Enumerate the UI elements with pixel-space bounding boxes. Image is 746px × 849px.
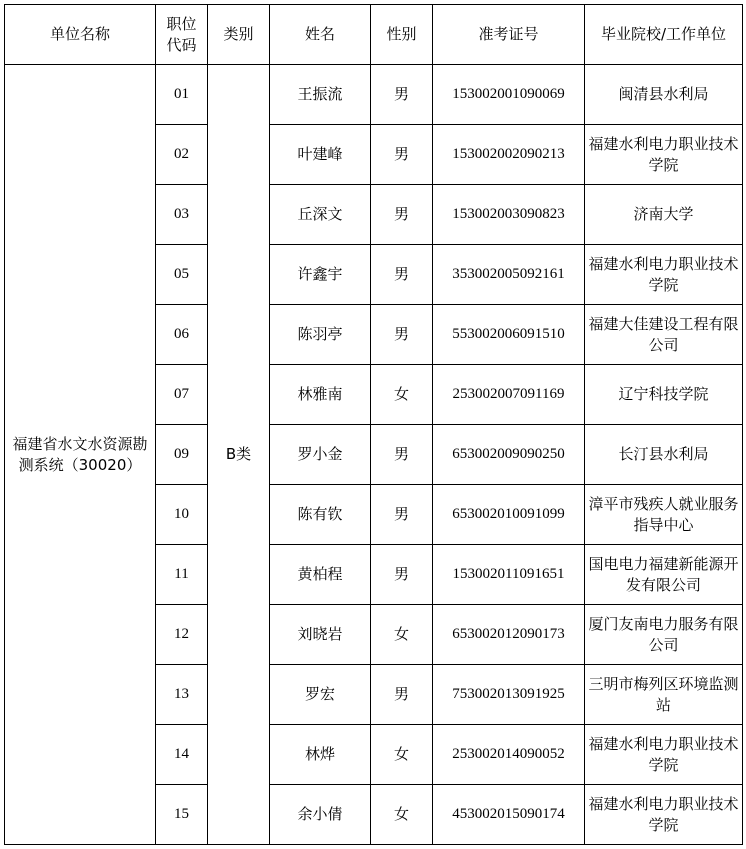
school-cell: 国电电力福建新能源开发有限公司 xyxy=(585,545,743,605)
name-cell: 许鑫宇 xyxy=(270,245,371,305)
gender-cell: 男 xyxy=(371,65,433,125)
gender-cell: 男 xyxy=(371,665,433,725)
exam-no-cell: 253002014090052 xyxy=(433,725,585,785)
school-cell: 闽清县水利局 xyxy=(585,65,743,125)
name-cell: 王振流 xyxy=(270,65,371,125)
gender-cell: 女 xyxy=(371,725,433,785)
code-cell: 15 xyxy=(156,785,208,845)
exam-no-cell: 553002006091510 xyxy=(433,305,585,365)
exam-no-cell: 153002002090213 xyxy=(433,125,585,185)
unit-name-cell: 福建省水文水资源勘测系统（30020） xyxy=(5,65,156,845)
code-cell: 05 xyxy=(156,245,208,305)
school-cell: 福建水利电力职业技术学院 xyxy=(585,725,743,785)
header-school: 毕业院校/工作单位 xyxy=(585,5,743,65)
name-cell: 陈有钦 xyxy=(270,485,371,545)
code-cell: 02 xyxy=(156,125,208,185)
header-exam-no: 准考证号 xyxy=(433,5,585,65)
name-cell: 余小倩 xyxy=(270,785,371,845)
exam-no-cell: 653002009090250 xyxy=(433,425,585,485)
table-row xyxy=(5,65,743,125)
gender-cell: 男 xyxy=(371,245,433,305)
exam-no-cell: 353002005092161 xyxy=(433,245,585,305)
candidate-table xyxy=(4,4,743,845)
school-cell: 福建水利电力职业技术学院 xyxy=(585,125,743,185)
name-cell: 罗宏 xyxy=(270,665,371,725)
code-cell: 14 xyxy=(156,725,208,785)
name-cell: 丘深文 xyxy=(270,185,371,245)
school-cell: 辽宁科技学院 xyxy=(585,365,743,425)
school-cell: 三明市梅列区环境监测站 xyxy=(585,665,743,725)
name-cell: 陈羽亭 xyxy=(270,305,371,365)
school-cell: 福建大佳建设工程有限公司 xyxy=(585,305,743,365)
header-unit: 单位名称 xyxy=(5,5,156,65)
code-cell: 13 xyxy=(156,665,208,725)
name-cell: 黄柏程 xyxy=(270,545,371,605)
code-cell: 11 xyxy=(156,545,208,605)
school-cell: 福建水利电力职业技术学院 xyxy=(585,245,743,305)
gender-cell: 男 xyxy=(371,485,433,545)
exam-no-cell: 753002013091925 xyxy=(433,665,585,725)
gender-cell: 男 xyxy=(371,425,433,485)
gender-cell: 男 xyxy=(371,545,433,605)
school-cell: 济南大学 xyxy=(585,185,743,245)
header-name: 姓名 xyxy=(270,5,371,65)
name-cell: 林烨 xyxy=(270,725,371,785)
name-cell: 罗小金 xyxy=(270,425,371,485)
exam-no-cell: 153002011091651 xyxy=(433,545,585,605)
exam-no-cell: 153002003090823 xyxy=(433,185,585,245)
code-cell: 03 xyxy=(156,185,208,245)
header-category: 类别 xyxy=(208,5,270,65)
exam-no-cell: 653002012090173 xyxy=(433,605,585,665)
exam-no-cell: 253002007091169 xyxy=(433,365,585,425)
category-cell: B类 xyxy=(208,65,270,845)
exam-no-cell: 653002010091099 xyxy=(433,485,585,545)
gender-cell: 男 xyxy=(371,185,433,245)
exam-no-cell: 453002015090174 xyxy=(433,785,585,845)
gender-cell: 男 xyxy=(371,305,433,365)
name-cell: 刘晓岩 xyxy=(270,605,371,665)
school-cell: 长汀县水利局 xyxy=(585,425,743,485)
header-gender: 性别 xyxy=(371,5,433,65)
code-cell: 06 xyxy=(156,305,208,365)
name-cell: 叶建峰 xyxy=(270,125,371,185)
gender-cell: 女 xyxy=(371,605,433,665)
code-cell: 01 xyxy=(156,65,208,125)
school-cell: 福建水利电力职业技术学院 xyxy=(585,785,743,845)
code-cell: 09 xyxy=(156,425,208,485)
gender-cell: 男 xyxy=(371,125,433,185)
name-cell: 林雅南 xyxy=(270,365,371,425)
code-cell: 12 xyxy=(156,605,208,665)
gender-cell: 女 xyxy=(371,785,433,845)
school-cell: 厦门友南电力服务有限公司 xyxy=(585,605,743,665)
school-cell: 漳平市残疾人就业服务指导中心 xyxy=(585,485,743,545)
header-code: 职位 代码 xyxy=(156,5,208,65)
exam-no-cell: 153002001090069 xyxy=(433,65,585,125)
gender-cell: 女 xyxy=(371,365,433,425)
code-cell: 07 xyxy=(156,365,208,425)
code-cell: 10 xyxy=(156,485,208,545)
header-row xyxy=(5,5,743,65)
